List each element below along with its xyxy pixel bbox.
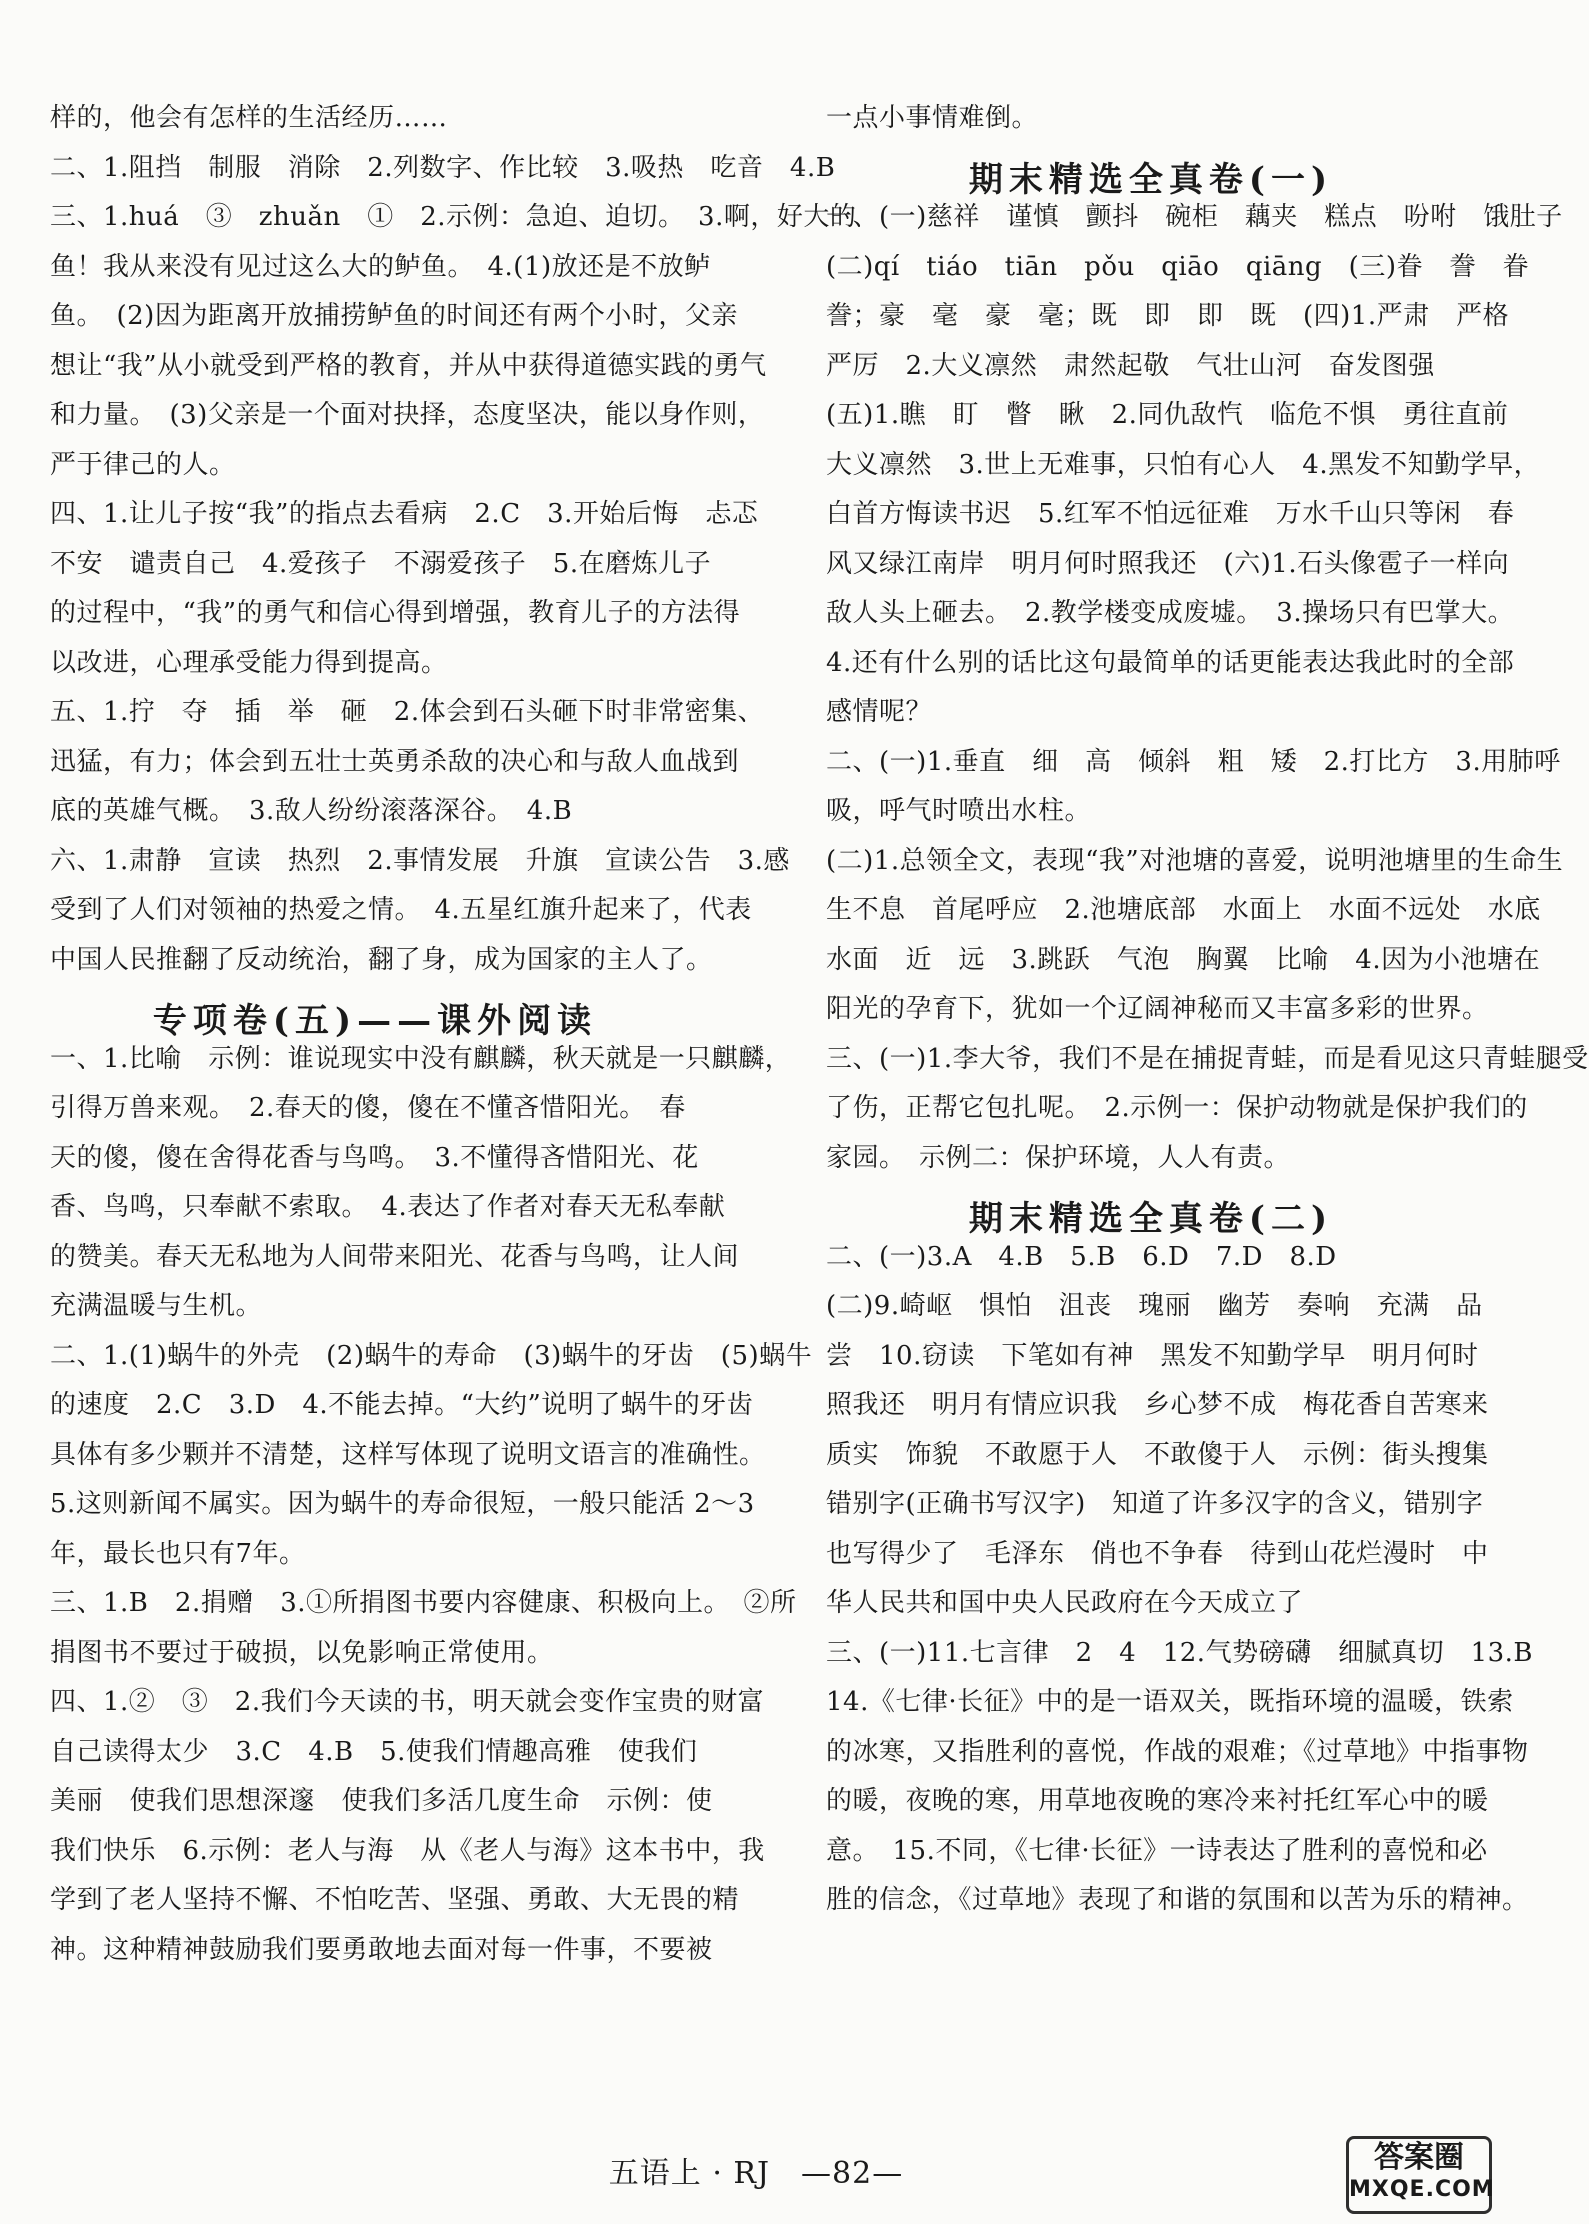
answer-line: (二)9.崎岖 惧怕 沮丧 瑰丽 幽芳 奏响 充满 品 (826, 1291, 1483, 1321)
answer-line: 六、1.肃静 宣读 热烈 2.事情发展 升旗 宣读公告 3.感 (50, 845, 790, 876)
answer-line: 错别字(正确书写汉字) 知道了许多汉字的含义，错别字 (826, 1489, 1484, 1519)
answer-line: 二、(一)3.A 4.B 5.B 6.D 7.D 8.D (826, 1241, 1337, 1272)
answer-line: 三、1.B 2.捐赠 3.①所捐图书要内容健康、积极向上。 ②所 (50, 1588, 797, 1618)
answer-line: 生不息 首尾呼应 2.池塘底部 水面上 水面不远处 水底 (826, 895, 1541, 925)
answer-line: 一、1.比喻 示例：谁说现实中没有麒麟，秋天就是一只麒麟， (50, 1043, 792, 1074)
answer-line: 意。 15.不同，《七律·长征》一诗表达了胜利的喜悦和必 (826, 1835, 1488, 1866)
answer-line: 学到了老人坚持不懈、不怕吃苦、坚强、勇敢、大无畏的精 (50, 1885, 740, 1915)
answer-line: 的赞美。春天无私地为人间带来阳光、花香与鸟鸣，让人间 (50, 1241, 740, 1272)
answer-line: 阳光的孕育下，犹如一个辽阔神秘而又丰富多彩的世界。 (826, 994, 1489, 1024)
section-heading: 专项卷(五)——课外阅读 (152, 1001, 598, 1041)
answer-line: 五、1.拧 夺 插 举 砸 2.体会到石头砸下时非常密集、 (50, 697, 765, 727)
answer-line: 尝 10.窃读 下笔如有神 黑发不知勤学早 明月何时 (826, 1340, 1479, 1371)
answer-line: 天的傻，傻在舍得花香与鸟鸣。 3.不懂得吝惜阳光、花 (50, 1142, 699, 1173)
answer-line: 4.还有什么别的话比这句最简单的话更能表达我此时的全部 (826, 647, 1515, 678)
answer-line: (五)1.瞧 盯 瞥 瞅 2.同仇敌忾 临危不惧 勇往直前 (826, 400, 1509, 430)
answer-line: 我们快乐 6.示例：老人与海 从《老人与海》这本书中，我 (50, 1835, 765, 1866)
answer-line: 自己读得太少 3.C 4.B 5.使我们情趣高雅 使我们 (50, 1736, 698, 1767)
answer-line: 不安 谴责自己 4.爱孩子 不溺爱孩子 5.在磨炼儿子 (50, 548, 712, 579)
answer-line: 家园。 示例二：保护环境，人人有责。 (826, 1142, 1291, 1173)
answer-line: 一点小事情难倒。 (826, 103, 1039, 133)
answer-line: 样的，他会有怎样的生活经历…… (50, 103, 448, 133)
answer-line: 质实 饰貌 不敢愿于人 不敢傻于人 示例：街头搜集 (826, 1439, 1489, 1470)
answer-line: 和力量。 (3)父亲是一个面对抉择，态度坚决，能以身作则， (50, 400, 765, 430)
answer-line: 三、1.huá ③ zhuǎn ① 2.示例：急迫、迫切。 3.啊，好大的 (50, 202, 857, 232)
answer-line: 水面 近 远 3.跳跃 气泡 胸翼 比喻 4.因为小池塘在 (826, 944, 1541, 975)
answer-line: (二)1.总领全文，表现“我”对池塘的喜爱，说明池塘里的生命生 (826, 845, 1564, 876)
answer-line: 鱼！我从来没有见过这么大的鲈鱼。 4.(1)放还是不放鲈 (50, 251, 711, 282)
answer-line: 5.这则新闻不属实。因为蜗牛的寿命很短，一般只能活 2～3 (50, 1489, 755, 1519)
section-heading: 期末精选全真卷(二) (968, 1199, 1334, 1239)
answer-line: 一、(一)慈祥 谨慎 颤抖 碗柜 藕夹 糕点 吩咐 饿肚子 (826, 202, 1563, 232)
answer-line: 风又绿江南岸 明月何时照我还 (六)1.石头像雹子一样向 (826, 548, 1510, 579)
answer-line: 胜的信念，《过草地》表现了和谐的氛围和以苦为乐的精神。 (826, 1885, 1529, 1915)
answer-line: 受到了人们对领袖的热爱之情。 4.五星红旗升起来了，代表 (50, 895, 752, 925)
watermark-text: 答案圈 (1374, 2140, 1464, 2175)
answer-line: 二、1.阻挡 制服 消除 2.列数字、作比较 3.吸热 吃音 4.B (50, 152, 836, 183)
answer-line: 中国人民推翻了反动统治，翻了身，成为国家的主人了。 (50, 944, 713, 975)
answer-line: 想让“我”从小就受到严格的教育，并从中获得道德实践的勇气 (50, 350, 767, 381)
answer-line: 神。这种精神鼓励我们要勇敢地去面对每一件事，不要被 (50, 1934, 713, 1965)
answer-line: 的暖，夜晚的寒，用草地夜晚的寒冷来衬托红军心中的暖 (826, 1786, 1489, 1816)
answer-line: 二、(一)1.垂直 细 高 倾斜 粗 矮 2.打比方 3.用肺呼 (826, 746, 1561, 777)
answer-line: 14.《七律·长征》中的是一语双关，既指环境的温暖，铁索 (826, 1687, 1514, 1717)
answer-line: 年，最长也只有7年。 (50, 1538, 306, 1569)
answer-line: 白首方悔读书迟 5.红军不怕远征难 万水千山只等闲 春 (826, 499, 1515, 529)
answer-line: 感情呢？ (826, 697, 933, 727)
answer-line: 照我还 明月有情应识我 乡心梦不成 梅花香自苦寒来 (826, 1390, 1489, 1420)
answer-line: 严于律己的人。 (50, 449, 236, 480)
page-footer: 五语上 · RJ —82— (608, 2156, 904, 2191)
answer-line: 的过程中，“我”的勇气和信心得到增强，教育儿子的方法得 (50, 598, 741, 628)
answer-line: 严厉 2.大义凛然 肃然起敬 气壮山河 奋发图强 (826, 350, 1435, 381)
watermark-logo (1346, 2136, 1495, 2214)
answer-line: 捐图书不要过于破损，以免影响正常使用。 (50, 1637, 554, 1668)
answer-line: 底的英雄气概。 3.敌人纷纷滚落深谷。 4.B (50, 796, 573, 826)
answer-line: 敌人头上砸去。 2.教学楼变成废墟。 3.操场只有巴掌大。 (826, 598, 1515, 628)
answer-line: 了伤，正帮它包扎呢。 2.示例一：保护动物就是保护我们的 (826, 1093, 1528, 1123)
answer-line: 华人民共和国中央人民政府在今天成立了 (826, 1588, 1304, 1618)
answer-line: 二、1.(1)蜗牛的外壳 (2)蜗牛的寿命 (3)蜗牛的牙齿 (5)蜗牛 (50, 1340, 813, 1371)
answer-line: 吸，呼气时喷出水柱。 (826, 796, 1092, 826)
answer-line: 鱼。 (2)因为距离开放捕捞鲈鱼的时间还有两个小时，父亲 (50, 301, 738, 331)
answer-line: 香、鸟鸣，只奉献不索取。 4.表达了作者对春天无私奉献 (50, 1192, 726, 1222)
answer-line: 誊；豪 毫 豪 毫；既 即 即 既 (四)1.严肃 严格 (826, 301, 1510, 331)
answer-line: 也写得少了 毛泽东 俏也不争春 待到山花烂漫时 中 (826, 1538, 1489, 1569)
answer-line: 三、(一)11.七言律 2 4 12.气势磅礴 细腻真切 13.B (826, 1637, 1534, 1668)
section-heading: 期末精选全真卷(一) (968, 159, 1334, 200)
answer-line: 引得万兽来观。 2.春天的傻，傻在不懂吝惜阳光。 春 (50, 1093, 686, 1123)
answer-line: 具体有多少颗并不清楚，这样写体现了说明文语言的准确性。 (50, 1439, 766, 1470)
answer-line: 迅猛，有力；体会到五壮士英勇杀敌的决心和与敌人血战到 (50, 746, 740, 777)
answer-line: 美丽 使我们思想深邃 使我们多活几度生命 示例：使 (50, 1786, 713, 1816)
answer-line: (二)qí tiáo tiān pǒu qiāo qiāng (三)眷 誊 眷 (826, 251, 1529, 282)
answer-line: 大义凛然 3.世上无难事，只怕有心人 4.黑发不知勤学早， (826, 449, 1541, 480)
answer-line: 的速度 2.C 3.D 4.不能去掉。“大约”说明了蜗牛的牙齿 (50, 1390, 754, 1420)
answer-line: 以改进，心理承受能力得到提高。 (50, 647, 448, 678)
answer-line: 三、(一)1.李大爷，我们不是在捕捉青蛙，而是看见这只青蛙腿受 (826, 1043, 1589, 1074)
answer-line: 充满温暖与生机。 (50, 1291, 263, 1321)
answer-line: 的冰寒，又指胜利的喜悦，作战的艰难；《过草地》中指事物 (826, 1736, 1529, 1767)
answer-line: 四、1.② ③ 2.我们今天读的书，明天就会变作宝贵的财富 (50, 1687, 765, 1717)
watermark-url: MXQE.COM (1349, 2177, 1495, 2202)
answer-line: 四、1.让儿子按“我”的指点去看病 2.C 3.开始后悔 忐忑 (50, 499, 759, 529)
